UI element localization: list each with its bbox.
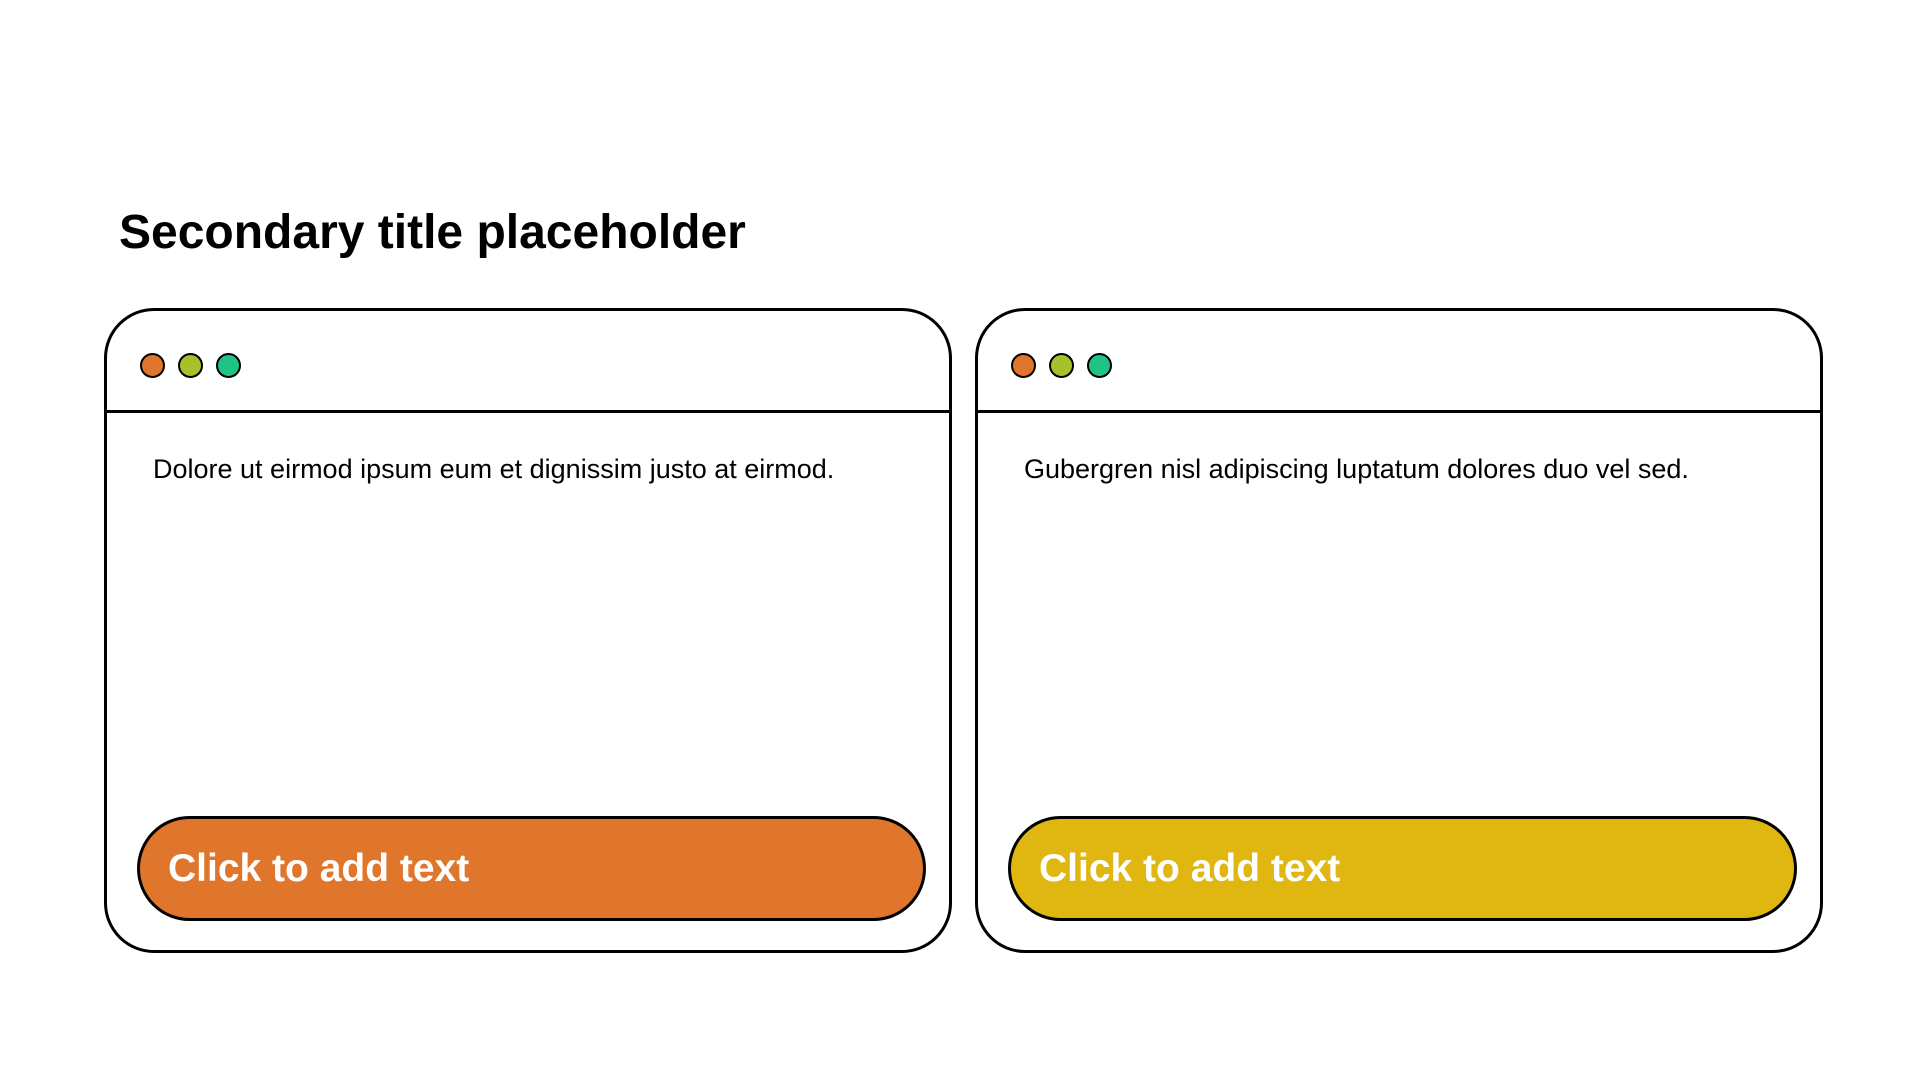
browser-window-card-2 — [975, 308, 1823, 953]
teal-dot-icon — [1087, 353, 1112, 378]
browser-window-card-1 — [104, 308, 952, 953]
green-dot-icon — [1049, 353, 1074, 378]
click-to-add-text-button[interactable] — [1008, 816, 1797, 921]
orange-dot-icon — [1011, 353, 1036, 378]
card-body-text[interactable]: Gubergren nisl adipiscing luptatum dolores duo vel sed. — [1024, 454, 1689, 484]
orange-dot-icon — [140, 353, 165, 378]
green-dot-icon — [178, 353, 203, 378]
click-to-add-text-button[interactable] — [137, 816, 926, 921]
button-label: Click to add text — [1039, 846, 1341, 890]
window-titlebar — [978, 311, 1820, 413]
window-titlebar — [107, 311, 949, 413]
slide-title[interactable]: Secondary title placeholder — [119, 206, 746, 259]
teal-dot-icon — [216, 353, 241, 378]
card-body-text[interactable]: Dolore ut eirmod ipsum eum et dignissim justo at eirmod. — [153, 454, 835, 484]
button-label: Click to add text — [168, 846, 470, 890]
